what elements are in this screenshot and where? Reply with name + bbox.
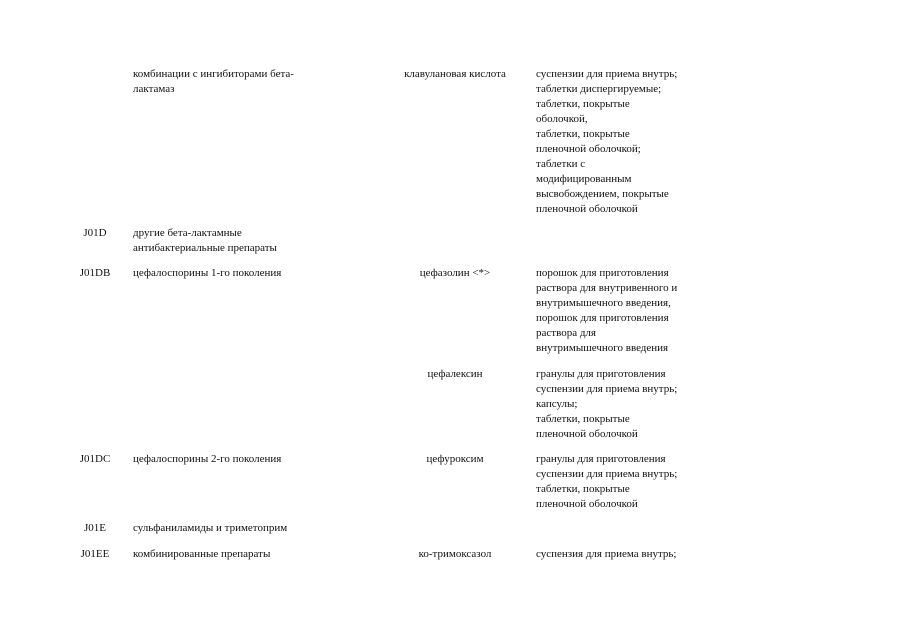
pharmacological-group: комбинированные препараты (133, 548, 271, 560)
atc-code: J01DC (79, 453, 111, 465)
drug-name: цефазолин <*> (419, 267, 491, 279)
dosage-forms: порошок для приготовления раствора для внутривенного и внутримышечного введения, порошок для приготовления раствора для внутримышечного введения (536, 267, 678, 354)
drug-name: ко-тримоксазол (418, 548, 492, 560)
dosage-forms: суспензия для приема внутрь; (536, 548, 677, 560)
atc-code: J01DB (79, 267, 111, 279)
dosage-forms: гранулы для приготовления суспензии для приема внутрь; таблетки, покрытые пленочной оболочкой (536, 453, 678, 510)
pharmacological-group: другие бета-лактамные антибактериальные препараты (133, 227, 277, 254)
dosage-forms: гранулы для приготовления суспензии для приема внутрь; капсулы; таблетки, покрытые пленочной оболочкой (536, 368, 678, 440)
atc-code: J01EE (80, 548, 110, 560)
pharmacological-group: цефалоспорины 1-го поколения (133, 267, 282, 279)
atc-code: J01D (83, 227, 107, 239)
pharmacological-group: сульфаниламиды и триметоприм (133, 522, 288, 534)
drug-name: цефалексин (427, 368, 483, 380)
pharmacological-group: комбинации с ингибиторами бета- лактамаз (133, 68, 294, 95)
pharmacological-group: цефалоспорины 2-го поколения (133, 453, 282, 465)
dosage-forms: суспензии для приема внутрь; таблетки диспергируемые; таблетки, покрытые оболочкой, таблетки, покрытые пленочной оболочкой; таблетки с модифицированным высвобождением, покрытые пленочной оболочкой (536, 68, 678, 215)
drug-name: клавулановая кислота (404, 68, 506, 80)
atc-code: J01E (84, 522, 106, 534)
drug-name: цефуроксим (426, 453, 484, 465)
